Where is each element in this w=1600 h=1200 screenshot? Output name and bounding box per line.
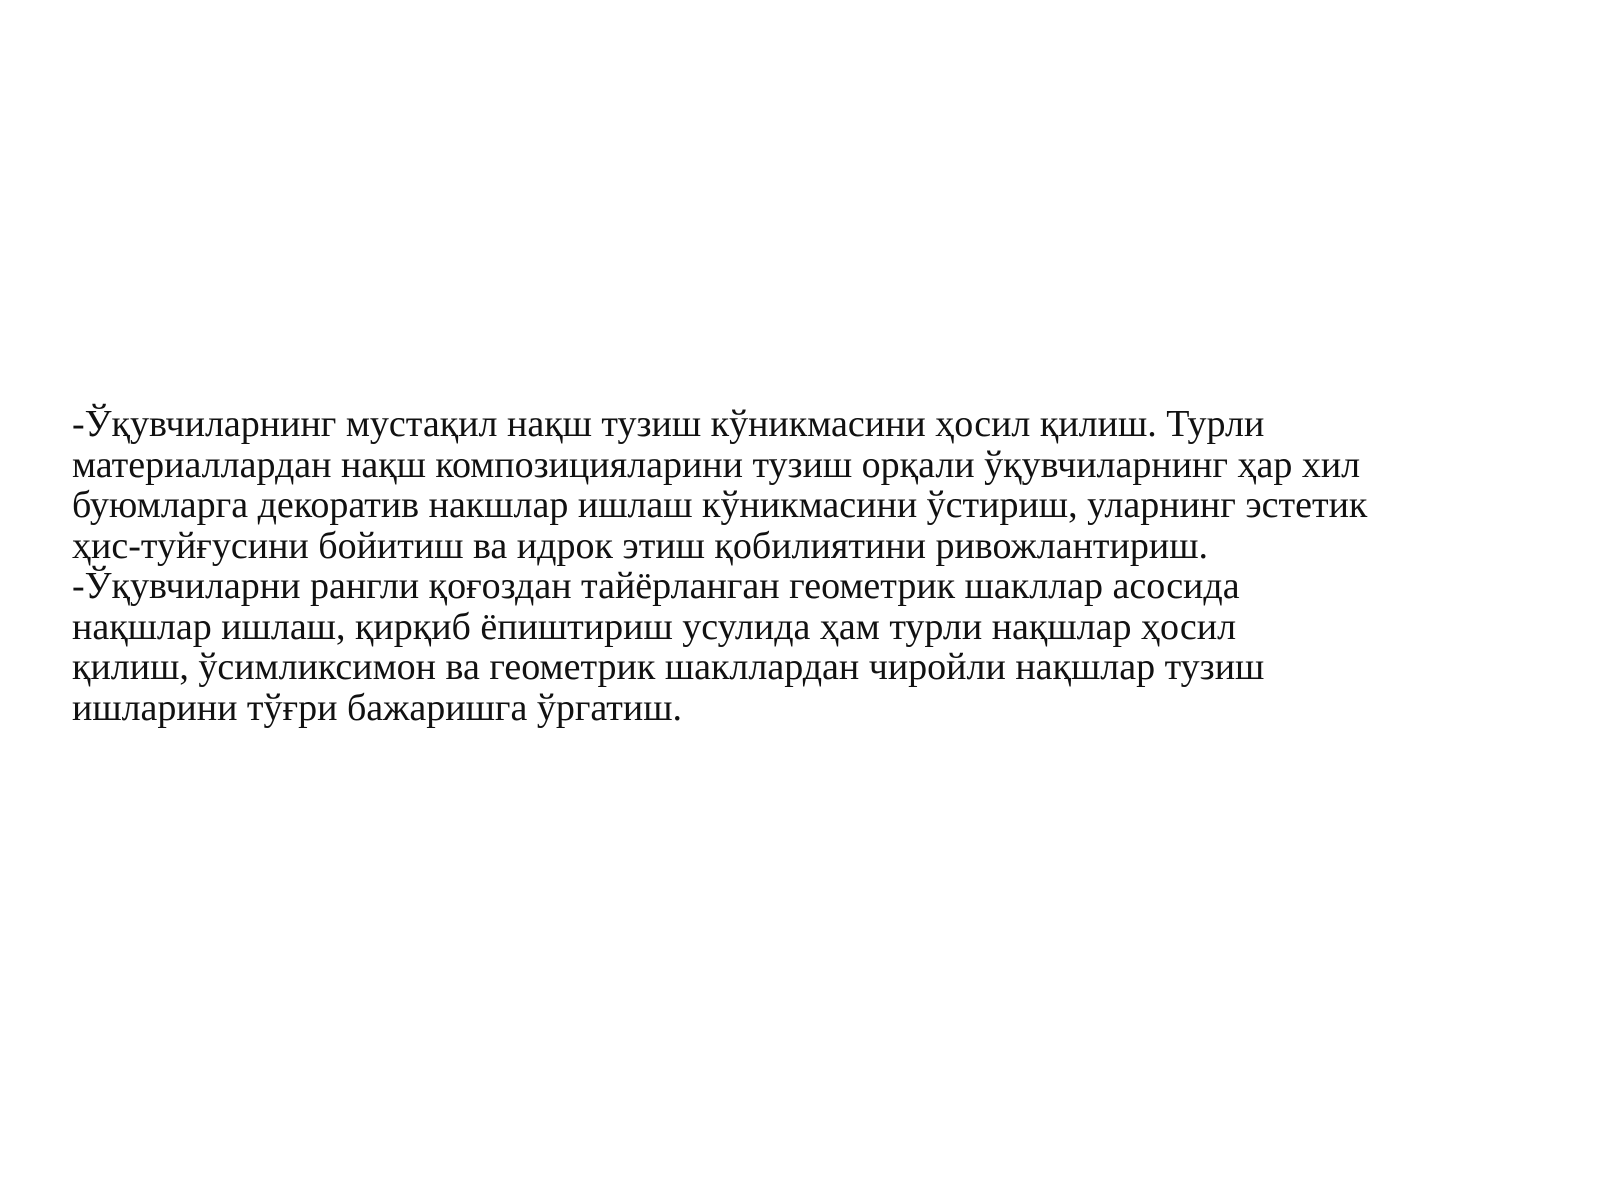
text-line: ҳис-туйғусини бойитиш ва идрок этиш қобилиятини ривожлантириш. xyxy=(72,524,1208,567)
paragraph-1 xyxy=(72,404,1572,566)
text-line: -Ўқувчиларнинг мустақил нақш тузиш кўникмасини ҳосил қилиш. Турли xyxy=(72,403,1265,445)
paragraph-2 xyxy=(72,566,1572,728)
text-line: материаллардан нақш композицияларини тузиш орқали ўқувчиларнинг ҳар хил xyxy=(72,443,1361,486)
text-line: ишларини тўғри бажаришга ўргатиш. xyxy=(72,686,683,729)
body-text xyxy=(72,404,1572,728)
text-line: нақшлар ишлаш, қирқиб ёпиштириш усулида ҳам турли нақшлар ҳосил xyxy=(72,605,1237,648)
text-line: -Ўқувчиларни рангли қоғоздан тайёрланган геометрик шакллар асосида xyxy=(72,565,1240,607)
text-line: қилиш, ўсимликсимон ва геометрик шакллардан чиройли нақшлар тузиш xyxy=(72,646,1265,688)
text-line: буюмларга декоратив накшлар ишлаш кўникмасини ўстириш, уларнинг эстетик xyxy=(72,484,1368,526)
